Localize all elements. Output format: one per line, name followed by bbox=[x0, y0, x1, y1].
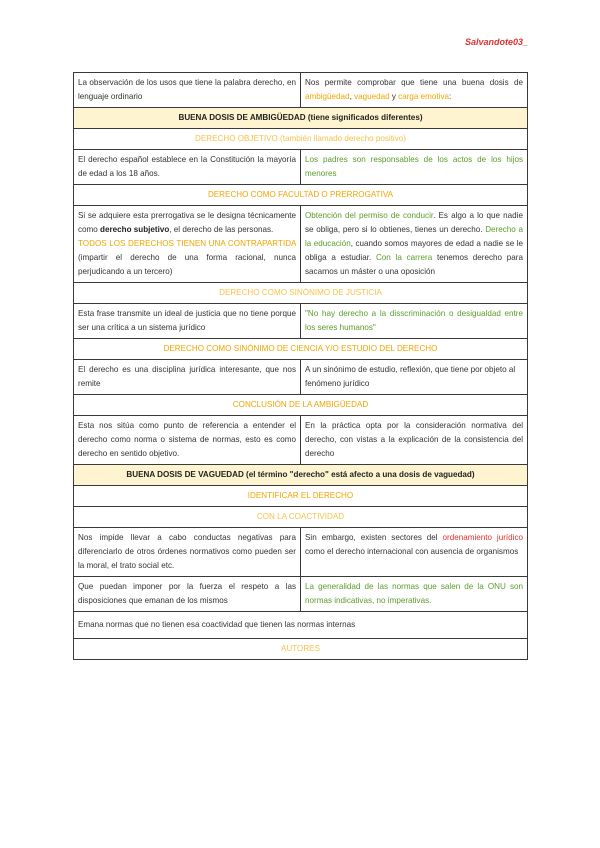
term-carga-emotiva: carga emotiva bbox=[398, 92, 450, 101]
subheading-autores: AUTORES bbox=[74, 639, 528, 660]
section-heading-vaguedad: BUENA DOSIS DE VAGUEDAD (el término "derecho" está afecto a una dosis de vaguedad) bbox=[74, 465, 528, 486]
table-row bbox=[74, 73, 528, 108]
subheading-facultad: DERECHO COMO FACULTAD O PRERROGATIVA bbox=[74, 185, 528, 206]
table-row bbox=[74, 360, 528, 395]
coactividad-right-cell bbox=[301, 528, 528, 577]
table-row bbox=[74, 150, 528, 185]
table-row bbox=[74, 304, 528, 339]
text: Si se adquiere esta prerrogativa se le designa técnicamente como bbox=[78, 211, 296, 234]
text: Nos permite comprobar que tiene una buena dosis de bbox=[305, 78, 523, 87]
ciencia-left-cell: El derecho es una disciplina jurídica interesante, que nos remite bbox=[74, 360, 301, 395]
term-ambiguedad: ambigüedad bbox=[305, 92, 350, 101]
coactividad-left-cell: Nos impide llevar a cabo conductas negativas para diferenciarlo de otros órdenes normativos como pueden ser la moral, el trato social etc. bbox=[74, 528, 301, 577]
text: : bbox=[449, 92, 452, 101]
watermark: Salvandote03_ bbox=[464, 37, 528, 47]
table-row bbox=[74, 486, 528, 507]
text: , bbox=[349, 92, 355, 101]
notes-table bbox=[73, 72, 528, 660]
justicia-left-cell: Esta frase transmite un ideal de justicia que no tiene porque ser una crítica a un sistema jurídico bbox=[74, 304, 301, 339]
table-row bbox=[74, 465, 528, 486]
table-row bbox=[74, 612, 528, 639]
subheading-coactividad: CON LA COACTIVIDAD bbox=[74, 507, 528, 528]
text: tenemos derecho para sacarnos un máster o una oposición bbox=[305, 253, 523, 276]
term-vaguedad: vaguedad bbox=[354, 92, 390, 101]
highlight-contrapartida: TODOS LOS DERECHOS TIENEN UNA CONTRAPARTIDA bbox=[78, 239, 296, 248]
facultad-left-cell bbox=[74, 206, 301, 283]
highlight-permiso: Obtención del permiso de conducir bbox=[305, 211, 434, 220]
text: Sin embargo, existen sectores del bbox=[305, 533, 443, 542]
table-row bbox=[74, 416, 528, 465]
text: , el derecho de las personas. bbox=[169, 225, 274, 234]
table-row bbox=[74, 395, 528, 416]
subheading-ciencia: DERECHO COMO SINÓNIMO DE CIENCIA Y/O ESTUDIO DEL DERECHO bbox=[74, 339, 528, 360]
conclusion-right-cell: En la práctica opta por la consideración normativa del derecho, con vistas a la explicación de la consistencia del derecho bbox=[301, 416, 528, 465]
subheading-identificar: IDENTIFICAR EL DERECHO bbox=[74, 486, 528, 507]
section-heading-ambiguedad: BUENA DOSIS DE AMBIGÜEDAD (tiene significados diferentes) bbox=[74, 108, 528, 129]
table-row bbox=[74, 129, 528, 150]
highlight-educacion: Derecho a la educación bbox=[305, 225, 524, 248]
subheading-conclusion: CONCLUSIÓN DE LA AMBIGÜEDAD bbox=[74, 395, 528, 416]
subheading-derecho-objetivo: DERECHO OBJETIVO (también llamado derecho positivo) bbox=[74, 129, 528, 150]
table-row bbox=[74, 206, 528, 283]
table-row bbox=[74, 639, 528, 660]
table-row bbox=[74, 577, 528, 612]
intro-left-cell: La observación de los usos que tiene la palabra derecho, en lenguaje ordinario bbox=[74, 73, 301, 108]
facultad-right-cell bbox=[301, 206, 528, 283]
highlight-ordenamiento: ordenamiento jurídico bbox=[442, 533, 523, 542]
table-row bbox=[74, 528, 528, 577]
table-row bbox=[74, 339, 528, 360]
text: , cuando somos mayores de edad a nadie se le obliga a estudiar. bbox=[305, 239, 524, 262]
example-left-cell: El derecho español establece en la Constitución la mayoría de edad a los 18 años. bbox=[74, 150, 301, 185]
text: . Es algo a lo que nadie se obliga, pero si lo obtienes, tienes un derecho. bbox=[305, 211, 523, 234]
table-row bbox=[74, 507, 528, 528]
text: (impartir el derecho de una forma racional, nunca perjudicando a un tercero) bbox=[78, 253, 296, 276]
text: como el derecho internacional con ausencia de organismos bbox=[305, 547, 519, 556]
text: y bbox=[389, 92, 399, 101]
example-right-cell: Los padres son responsables de los actos de los hijos menores bbox=[301, 150, 528, 185]
bold-term: derecho subjetivo bbox=[100, 225, 170, 234]
table-row bbox=[74, 108, 528, 129]
table-row bbox=[74, 185, 528, 206]
table-row bbox=[74, 283, 528, 304]
onu-right-cell: La generalidad de las normas que salen de la ONU son normas indicativas, no imperativas. bbox=[301, 577, 528, 612]
ciencia-right-cell: A un sinónimo de estudio, reflexión, que tiene por objeto al fenómeno jurídico bbox=[301, 360, 528, 395]
intro-right-cell bbox=[301, 73, 528, 108]
full-width-note: Emana normas que no tienen esa coactividad que tienen las normas internas bbox=[74, 612, 528, 639]
highlight-carrera: Con la carrera bbox=[375, 253, 433, 262]
conclusion-left-cell: Esta nos sitúa como punto de referencia a entender el derecho como norma o sistema de normas, esto es como derecho en sentido objetivo. bbox=[74, 416, 301, 465]
justicia-right-cell: "No hay derecho a la disscriminación o desigualdad entre los seres humanos" bbox=[301, 304, 528, 339]
fuerza-left-cell: Que puedan imponer por la fuerza el respeto a las disposiciones que emanan de los mismos bbox=[74, 577, 301, 612]
subheading-justicia: DERECHO COMO SINÓNIMO DE JUSTICIA bbox=[74, 283, 528, 304]
